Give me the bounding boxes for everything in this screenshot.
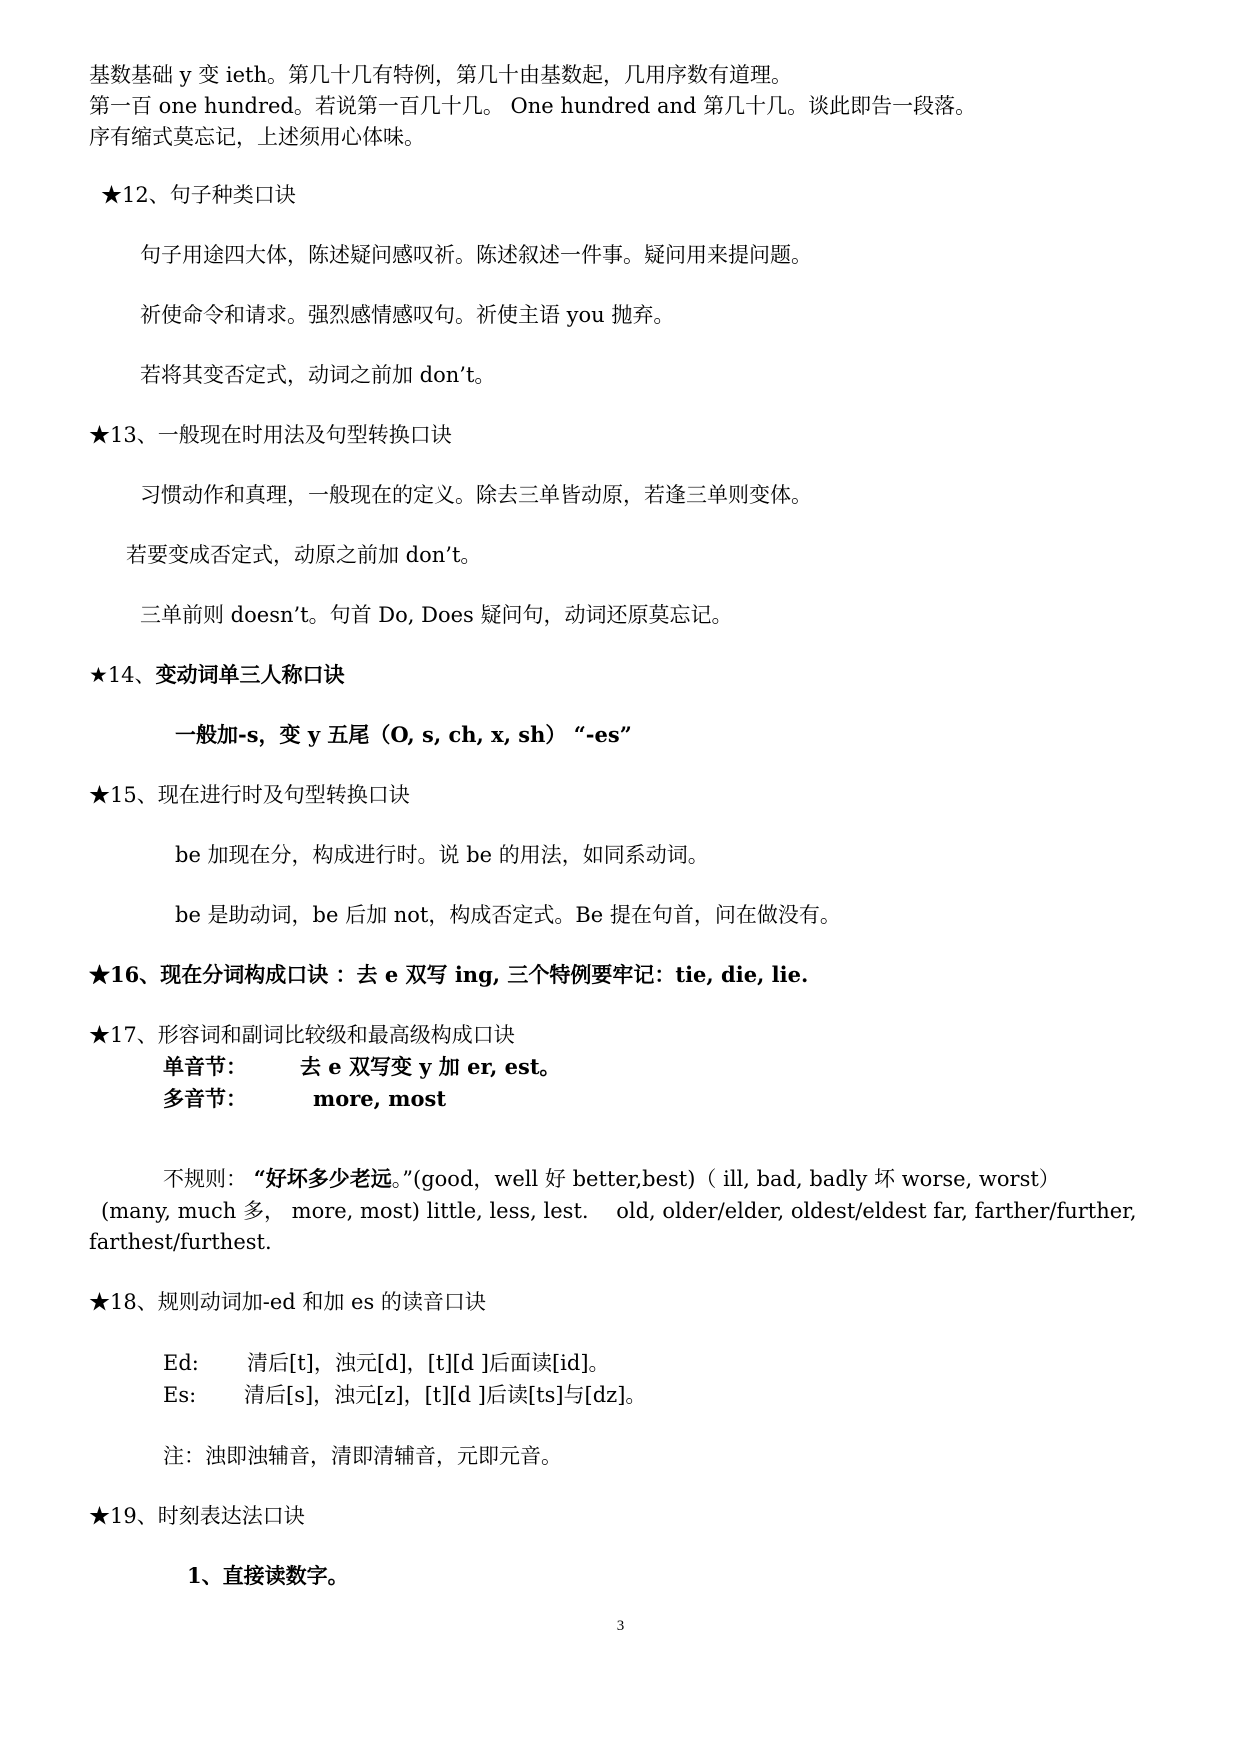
es-label: Es: <box>163 1383 197 1407</box>
section-12-heading: ★12、句子种类口诀 <box>101 183 296 207</box>
section-19-item-1: 1、直接读数字。 <box>187 1563 349 1588</box>
intro-line-2: 第一百 one hundred。若说第一百几十几。 One hundred and 第几十几。谈此即告一段落。 <box>89 94 977 118</box>
es-rule: 清后[s]，浊元[z]，[t][d ]后读[ts]与[dz]。 <box>244 1383 647 1407</box>
irregular-mnemonic: “好坏多少老远 <box>253 1166 392 1191</box>
section-14-heading <box>89 661 345 689</box>
irregular-line-1 <box>163 1165 1060 1193</box>
polysyllable-label: 多音节： <box>163 1086 247 1111</box>
section-15-paragraph-2: be 是助动词，be 后加 not，构成否定式。Be 提在句首，问在做没有。 <box>175 903 841 927</box>
section-12-paragraph-2: 祈使命令和请求。强烈感情感叹句。祈使主语 you 抛弃。 <box>140 303 675 327</box>
irregular-line-2: (many, much 多， more, most) little, less, lest. old, older/elder, oldest/eldest far, farther/further, <box>101 1199 1137 1223</box>
section-13-paragraph-3: 三单前则 doesn’t。句首 Do, Does 疑问句，动词还原莫忘记。 <box>140 603 733 627</box>
section-18-heading: ★18、规则动词加-ed 和加 es 的读音口诀 <box>89 1290 486 1314</box>
section-12-paragraph-1: 句子用途四大体，陈述疑问感叹祈。陈述叙述一件事。疑问用来提问题。 <box>140 243 812 267</box>
section-15-heading: ★15、现在进行时及句型转换口诀 <box>89 783 410 807</box>
section-13-heading: ★13、一般现在时用法及句型转换口诀 <box>89 423 452 447</box>
polysyllable-rule: more, most <box>313 1086 447 1111</box>
section-18-note: 注：浊即浊辅音，清即清辅音，元即元音。 <box>163 1444 562 1468</box>
page-number: 3 <box>616 1618 625 1634</box>
section-12-paragraph-3: 若将其变否定式，动词之前加 don’t。 <box>140 363 496 387</box>
section-13-paragraph-2: 若要变成否定式，动原之前加 don’t。 <box>126 543 482 567</box>
ed-label: Ed: <box>163 1351 199 1375</box>
section-19-heading: ★19、时刻表达法口诀 <box>89 1504 305 1528</box>
section-14-star: ★14、 <box>89 663 156 687</box>
ed-rule: 清后[t]，浊元[d]，[t][d ]后面读[id]。 <box>247 1351 610 1375</box>
section-15-paragraph-1: be 加现在分，构成进行时。说 be 的用法，如同系动词。 <box>175 843 709 867</box>
section-14-rule: 一般加-s，变 y 五尾（O, s, ch, x, sh） “-es” <box>175 722 632 747</box>
irregular-label: 不规则： <box>163 1167 247 1191</box>
section-17-heading: ★17、形容词和副词比较级和最高级构成口诀 <box>89 1023 515 1047</box>
intro-line-3: 序有缩式莫忘记，上述须用心体味。 <box>89 125 425 149</box>
section-13-paragraph-1: 习惯动作和真理，一般现在的定义。除去三单皆动原，若逢三单则变体。 <box>140 483 812 507</box>
section-14-title: 变动词单三人称口诀 <box>155 662 345 687</box>
monosyllable-rule: 去 e 双写变 y 加 er, est。 <box>300 1054 561 1079</box>
irregular-examples: 。”(good，well 好 better,best)（ ill, bad, badly 坏 worse, worst） <box>391 1167 1060 1191</box>
intro-line-1: 基数基础 y 变 ieth。第几十几有特例，第几十由基数起，几用序数有道理。 <box>89 63 792 87</box>
section-16-line: ★16、现在分词构成口诀 ：去 e 双写 ing, 三个特例要牢记：tie, die, lie. <box>89 962 809 987</box>
monosyllable-label: 单音节： <box>163 1054 247 1079</box>
irregular-line-3: farthest/furthest. <box>89 1230 272 1254</box>
